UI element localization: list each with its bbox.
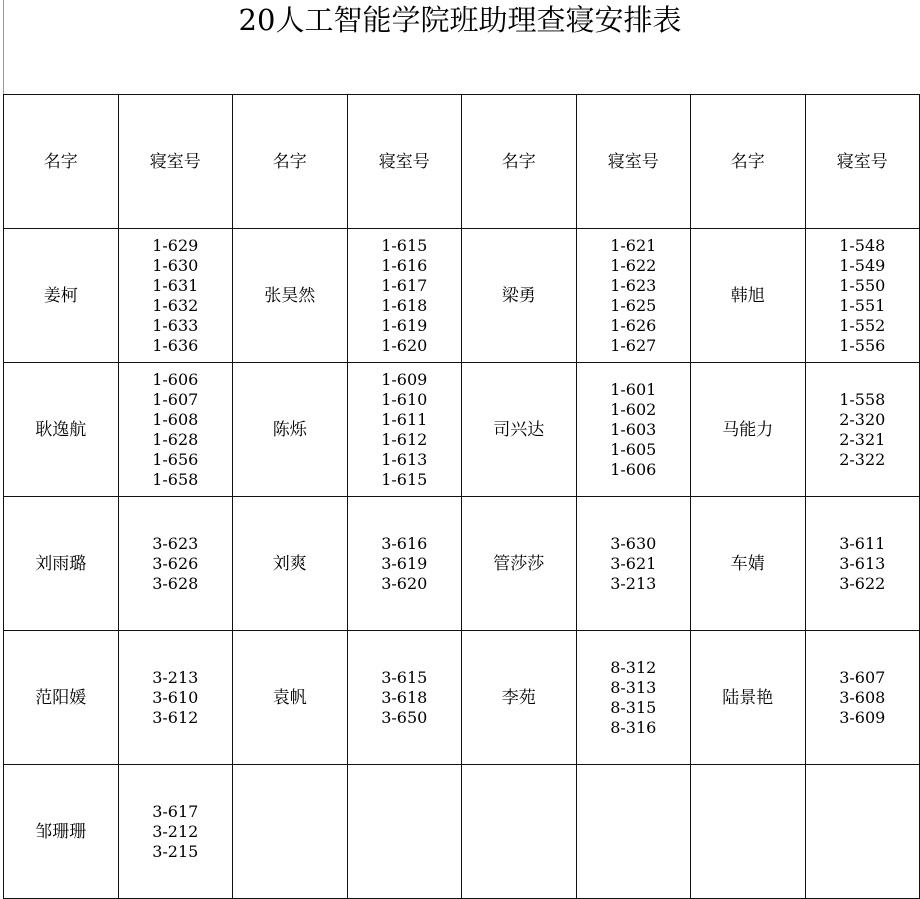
assistant-name: 范阳媛 [35,687,87,708]
room-number: 1-621 [610,235,657,255]
room-list-cell [576,229,691,363]
assistant-name-cell [462,765,577,899]
room-list-cell [805,765,920,899]
assistant-name-cell [691,363,806,497]
room-number: 1-629 [152,235,199,255]
room-number: 3-213 [610,573,657,593]
room-number: 1-602 [610,399,657,419]
room-list-cell [347,229,462,363]
room-number: 3-610 [152,687,199,707]
room-number: 2-322 [839,449,886,469]
room-number: 1-615 [381,235,428,255]
room-list-cell [576,497,691,631]
room-number: 1-558 [839,389,886,409]
room-number: 3-612 [152,707,199,727]
room-number: 1-625 [610,295,657,315]
room-number: 1-620 [381,335,428,355]
assistant-name-cell [462,229,577,363]
assistant-name-cell [233,631,348,765]
header-name: 名字 [691,95,806,229]
room-number: 1-636 [152,335,199,355]
inspection-schedule-table [3,94,920,899]
room-list-cell [805,229,920,363]
room-number: 3-628 [152,573,199,593]
room-number: 1-609 [381,369,428,389]
room-list-cell [576,363,691,497]
room-number: 1-628 [152,429,199,449]
room-number: 1-618 [381,295,428,315]
room-number: 1-549 [839,255,886,275]
room-number: 1-619 [381,315,428,335]
room-number: 2-320 [839,409,886,429]
room-number: 3-617 [152,801,199,821]
room-list-cell [347,765,462,899]
room-number: 1-632 [152,295,199,315]
room-number: 1-551 [839,295,886,315]
table-row [4,229,920,363]
room-list-cell [805,497,920,631]
assistant-name-cell [233,363,348,497]
assistant-name-cell [233,765,348,899]
header-room: 寝室号 [576,95,691,229]
room-list-cell [118,497,233,631]
assistant-name: 姜柯 [43,285,78,306]
room-list-cell [118,229,233,363]
room-number: 3-650 [381,707,428,727]
header-room: 寝室号 [118,95,233,229]
room-number: 1-607 [152,389,199,409]
room-number: 2-321 [839,429,886,449]
room-list-cell [118,363,233,497]
header-room: 寝室号 [805,95,920,229]
room-number: 1-612 [381,429,428,449]
room-number: 1-603 [610,419,657,439]
room-number: 3-626 [152,553,199,573]
room-number: 1-552 [839,315,886,335]
assistant-name: 张昊然 [264,285,316,306]
room-number: 8-312 [610,657,657,677]
room-number: 1-601 [610,379,657,399]
room-number: 3-623 [152,533,199,553]
assistant-name: 陈烁 [272,419,307,440]
room-number: 3-619 [381,553,428,573]
assistant-name-cell [4,229,119,363]
room-list-cell [118,631,233,765]
assistant-name-cell [462,497,577,631]
room-list-cell [347,497,462,631]
assistant-name: 李苑 [501,687,536,708]
assistant-name: 耿逸航 [35,419,87,440]
room-number: 3-212 [152,821,199,841]
room-number: 1-627 [610,335,657,355]
room-number: 3-622 [839,573,886,593]
room-number: 1-610 [381,389,428,409]
assistant-name-cell [691,765,806,899]
header-name: 名字 [233,95,348,229]
header-room: 寝室号 [347,95,462,229]
room-list-cell [347,363,462,497]
assistant-name: 刘雨璐 [35,553,87,574]
room-number: 8-315 [610,697,657,717]
room-number: 1-613 [381,449,428,469]
assistant-name-cell [691,229,806,363]
header-row [4,95,920,229]
assistant-name-cell [691,631,806,765]
page-left-border [3,0,4,94]
table-row [4,765,920,899]
room-number: 3-618 [381,687,428,707]
assistant-name: 邹珊珊 [35,821,87,842]
assistant-name-cell [462,363,577,497]
room-number: 1-615 [381,469,428,489]
room-number: 3-621 [610,553,657,573]
room-number: 1-616 [381,255,428,275]
table-row [4,497,920,631]
room-number: 3-630 [610,533,657,553]
header-name: 名字 [4,95,119,229]
room-list-cell [805,363,920,497]
room-list-cell [576,631,691,765]
page-title: 20人工智能学院班助理查寝安排表 [238,3,682,37]
room-number: 3-616 [381,533,428,553]
room-number: 1-622 [610,255,657,275]
assistant-name-cell [4,497,119,631]
room-number: 8-316 [610,717,657,737]
assistant-name: 韩旭 [730,285,765,306]
assistant-name: 袁帆 [272,687,307,708]
room-number: 1-605 [610,439,657,459]
room-number: 1-623 [610,275,657,295]
room-list-cell [118,765,233,899]
room-list-cell [347,631,462,765]
room-number: 1-608 [152,409,199,429]
assistant-name-cell [691,497,806,631]
room-number: 1-626 [610,315,657,335]
assistant-name-cell [233,497,348,631]
assistant-name-cell [462,631,577,765]
assistant-name: 管莎莎 [493,553,545,574]
room-number: 8-313 [610,677,657,697]
assistant-name: 车婧 [730,553,765,574]
room-number: 3-611 [839,533,886,553]
table-row [4,363,920,497]
assistant-name-cell [233,229,348,363]
room-number: 3-613 [839,553,886,573]
room-number: 3-620 [381,573,428,593]
room-number: 3-609 [839,707,886,727]
room-number: 1-617 [381,275,428,295]
room-number: 3-607 [839,667,886,687]
assistant-name-cell [4,765,119,899]
room-number: 1-633 [152,315,199,335]
assistant-name: 司兴达 [493,419,545,440]
room-number: 1-611 [381,409,428,429]
assistant-name-cell [4,363,119,497]
room-number: 1-606 [152,369,199,389]
assistant-name-cell [4,631,119,765]
room-number: 1-656 [152,449,199,469]
room-number: 3-615 [381,667,428,687]
room-number: 1-606 [610,459,657,479]
room-number: 1-550 [839,275,886,295]
assistant-name: 梁勇 [501,285,536,306]
room-number: 1-631 [152,275,199,295]
room-number: 1-548 [839,235,886,255]
room-number: 3-213 [152,667,199,687]
room-list-cell [576,765,691,899]
assistant-name: 马能力 [722,419,774,440]
room-number: 1-658 [152,469,199,489]
room-number: 3-608 [839,687,886,707]
assistant-name: 陆景艳 [722,687,774,708]
assistant-name: 刘爽 [272,553,307,574]
room-number: 3-215 [152,841,199,861]
table-row [4,631,920,765]
room-number: 1-630 [152,255,199,275]
room-list-cell [805,631,920,765]
header-name: 名字 [462,95,577,229]
room-number: 1-556 [839,335,886,355]
